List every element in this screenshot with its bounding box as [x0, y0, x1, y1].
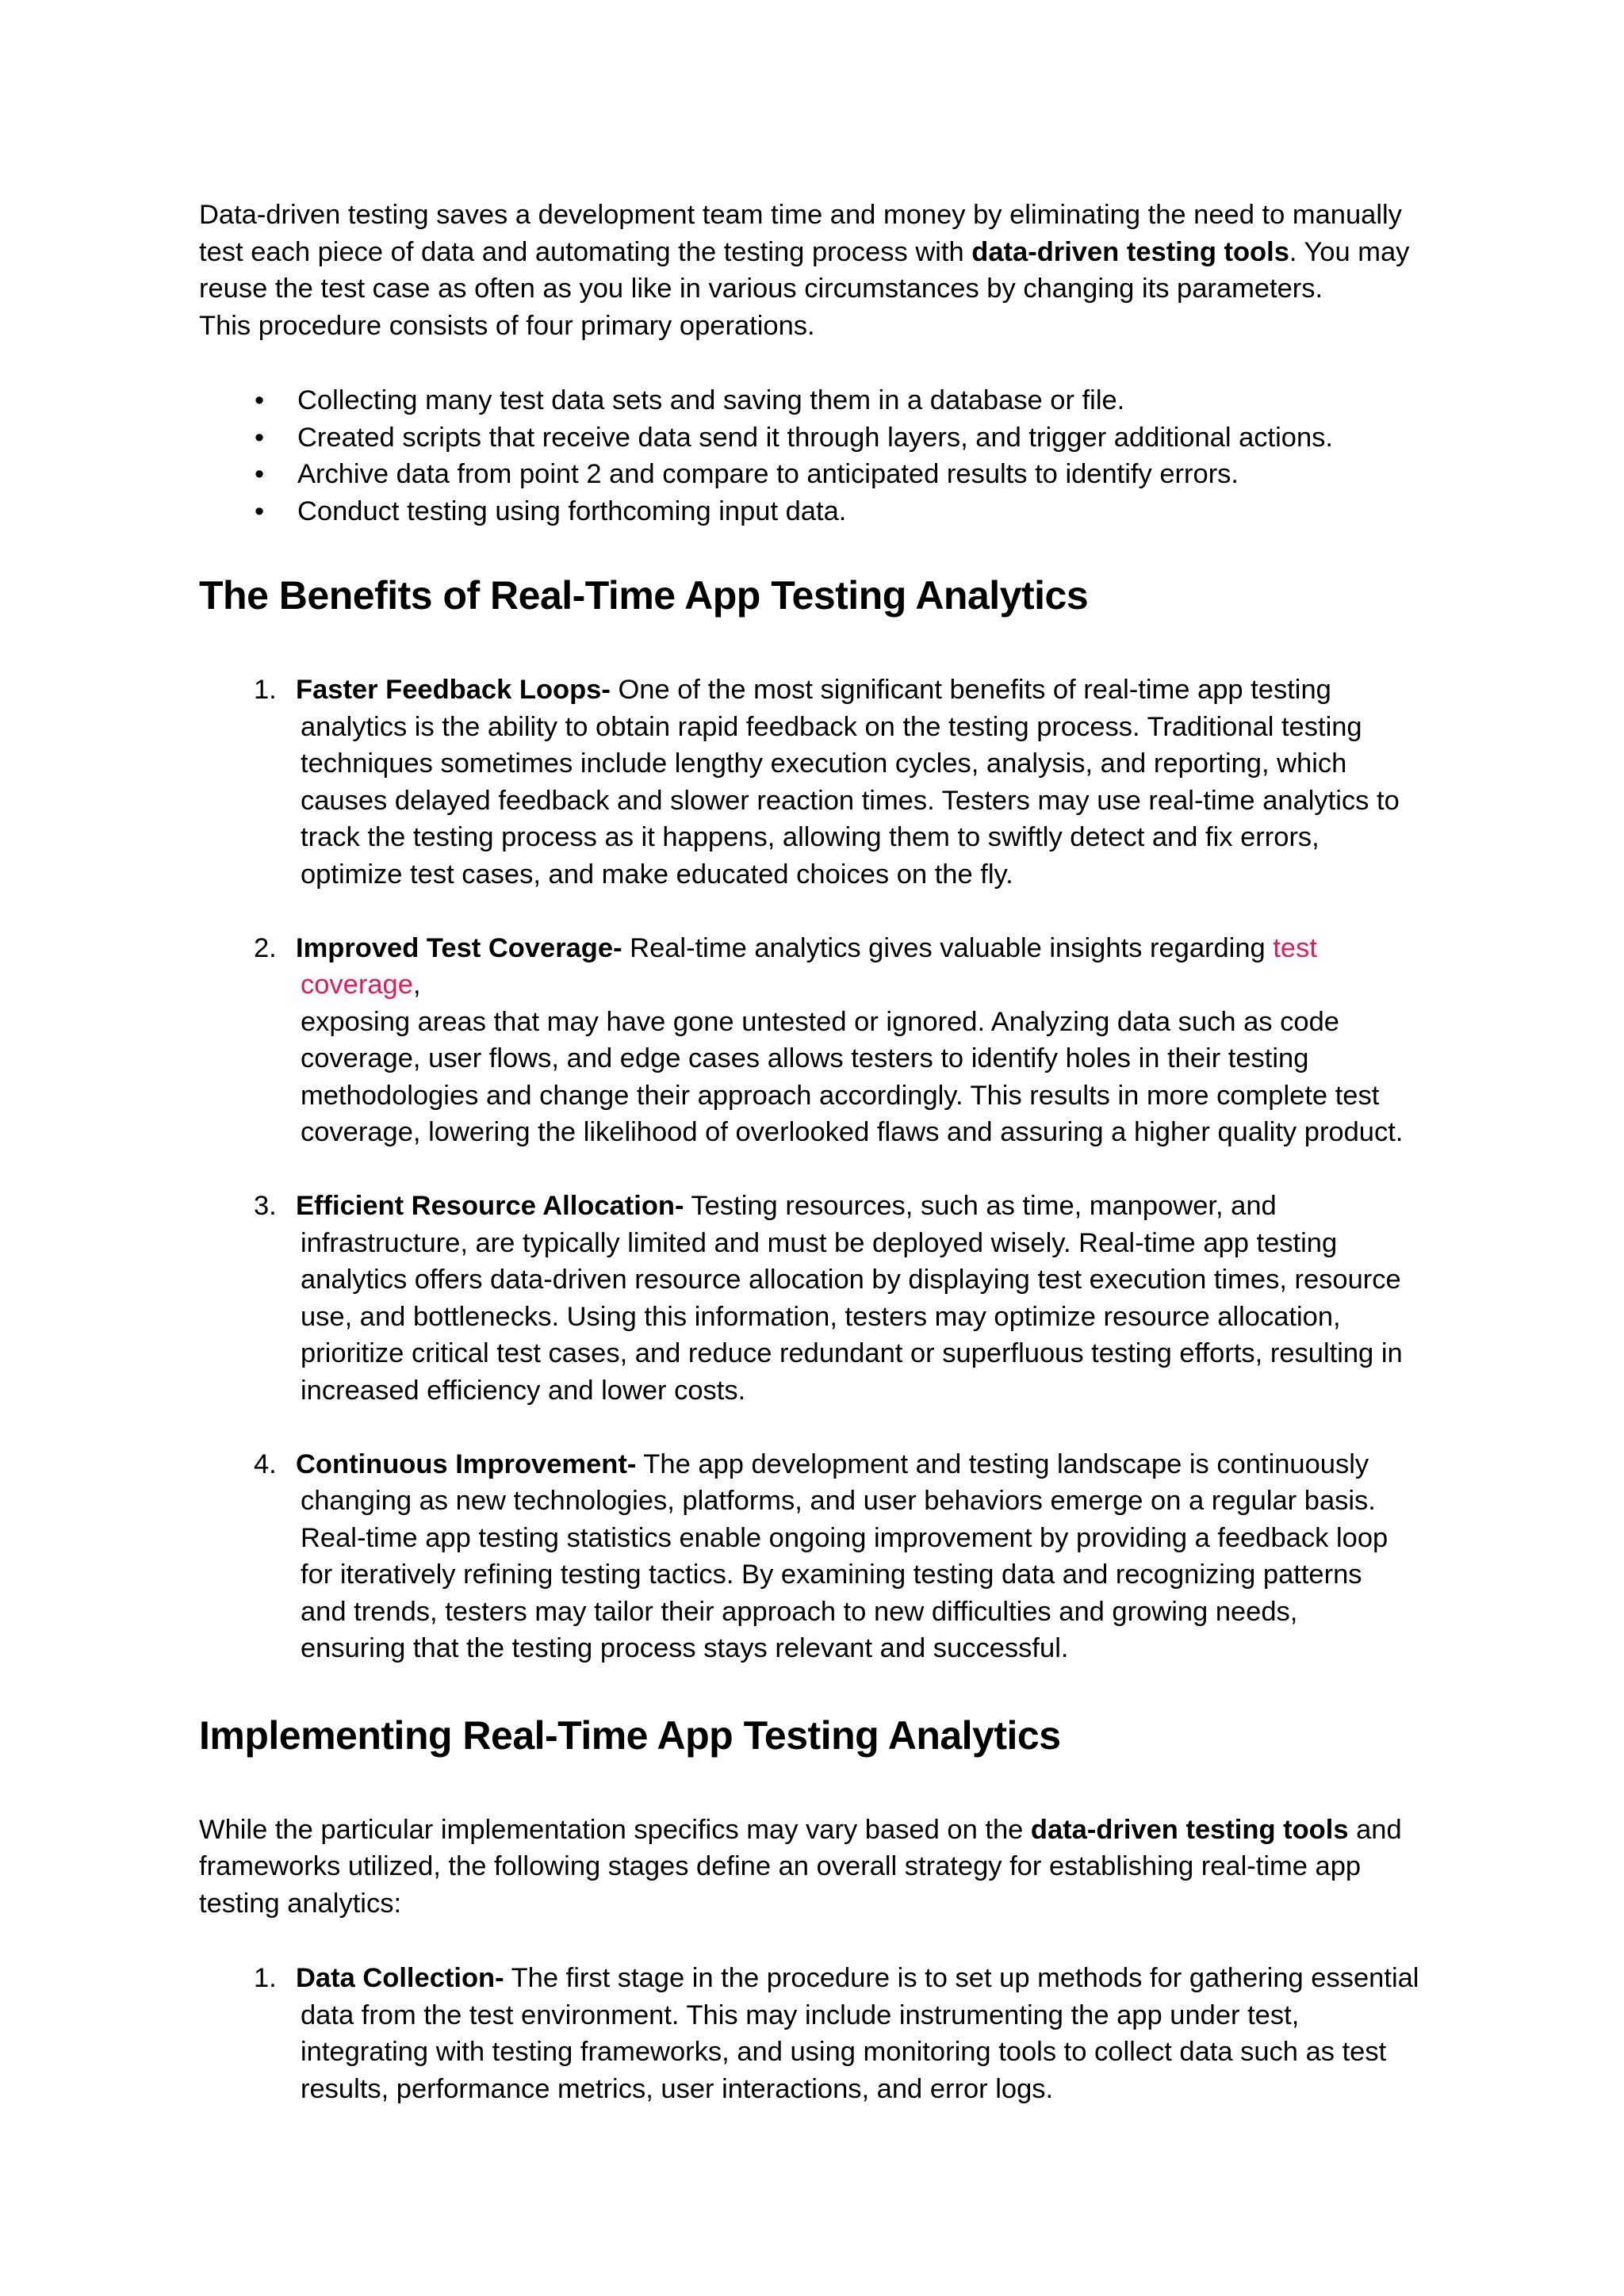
- item-text: The app development and testing landscape is continuously: [636, 1448, 1369, 1479]
- item-text: Testing resources, such as time, manpower, and: [684, 1191, 1277, 1221]
- item-text: The first stage in the procedure is to set up methods for gathering essential: [504, 1963, 1419, 1993]
- item-number: 2.: [254, 932, 277, 963]
- intro-text: . You may: [1289, 236, 1410, 267]
- item-line: Real-time app testing statistics enable ongoing improvement by providing a feedback loop: [301, 1522, 1388, 1553]
- item-line: changing as new technologies, platforms, and user behaviors emerge on a regular basis.: [301, 1486, 1376, 1516]
- item-line: analytics is the ability to obtain rapid feedback on the testing process. Traditional testing: [301, 711, 1362, 742]
- implementing-numbered-list: [199, 1960, 1436, 2107]
- item-line: ensuring that the testing process stays relevant and successful.: [301, 1633, 1069, 1663]
- bullet-item: [199, 493, 1436, 530]
- item-text: Real-time analytics gives valuable insights regarding: [622, 932, 1274, 963]
- stage-item-data-collection: [199, 1960, 1436, 2107]
- bullet-item: [199, 419, 1436, 457]
- bullet-icon: •: [255, 459, 265, 489]
- item-line: causes delayed feedback and slower reaction times. Testers may use real-time analytics to: [301, 785, 1400, 816]
- item-line: data from the test environment. This may include instrumenting the app under test,: [301, 1999, 1300, 2030]
- section-heading-benefits: The Benefits of Real-Time App Testing Analytics: [199, 573, 1089, 618]
- item-line: [296, 1188, 1436, 1225]
- item-line: for iteratively refining testing tactics. By examining testing data and recognizing patterns: [301, 1559, 1362, 1590]
- bullet-item: [199, 382, 1436, 419]
- impl-bold-term: data-driven testing tools: [1030, 1814, 1349, 1845]
- item-line: exposing areas that may have gone untested or ignored. Analyzing data such as code: [301, 1006, 1339, 1037]
- item-lead: Faster Feedback Loops-: [296, 675, 611, 705]
- item-line: and trends, testers may tailor their approach to new difficulties and growing needs,: [301, 1596, 1298, 1627]
- impl-text: While the particular implementation specifics may vary based on the: [199, 1814, 1031, 1845]
- intro-line: This procedure consists of four primary operations.: [199, 310, 815, 341]
- item-line: [296, 930, 1436, 1004]
- test-coverage-link[interactable]: test coverage: [301, 932, 1317, 1000]
- item-lead: Continuous Improvement-: [296, 1448, 637, 1479]
- bullet-icon: •: [255, 496, 265, 526]
- benefit-item-feedback-loops: [199, 672, 1436, 893]
- operations-bullet-list: [199, 382, 1436, 530]
- benefits-numbered-list: [199, 672, 1436, 1667]
- item-number: 1.: [254, 1963, 277, 1993]
- item-line: techniques sometimes include lengthy execution cycles, analysis, and reporting, which: [301, 748, 1347, 779]
- intro-line: Data-driven testing saves a development team time and money by eliminating the need to manually: [199, 200, 1402, 230]
- intro-line: [199, 234, 1436, 271]
- item-line: [296, 672, 1436, 709]
- item-line: use, and bottlenecks. Using this information, testers may optimize resource allocation,: [301, 1301, 1341, 1332]
- benefit-item-continuous-improvement: [199, 1446, 1436, 1667]
- bullet-text: Archive data from point 2 and compare to anticipated results to identify errors.: [297, 459, 1239, 489]
- item-lead: Efficient Resource Allocation-: [296, 1191, 684, 1221]
- item-line: results, performance metrics, user interactions, and error logs.: [301, 2073, 1054, 2104]
- bullet-text: Conduct testing using forthcoming input data.: [297, 496, 847, 526]
- impl-text: and: [1348, 1814, 1402, 1845]
- item-line: increased efficiency and lower costs.: [301, 1375, 746, 1406]
- item-lead: Improved Test Coverage-: [296, 932, 622, 963]
- benefit-item-resource-allocation: [199, 1188, 1436, 1409]
- item-line: infrastructure, are typically limited and must be deployed wisely. Real-time app testing: [301, 1227, 1338, 1258]
- item-line: prioritize critical test cases, and reduce redundant or superfluous testing efforts, resulting in: [301, 1338, 1403, 1368]
- bullet-icon: •: [255, 422, 265, 453]
- bullet-text: Collecting many test data sets and saving them in a database or file.: [297, 385, 1125, 415]
- document-body: [199, 197, 1436, 2107]
- item-line: coverage, lowering the likelihood of overlooked flaws and assuring a higher quality product.: [301, 1117, 1404, 1147]
- item-line: optimize test cases, and make educated choices on the fly.: [301, 859, 1013, 890]
- section-heading-implementing: Implementing Real-Time App Testing Analytics: [199, 1712, 1061, 1758]
- item-line: analytics offers data-driven resource allocation by displaying test execution times, resource: [301, 1265, 1401, 1295]
- item-number: 1.: [254, 675, 277, 705]
- item-line: coverage, user flows, and edge cases allows testers to identify holes in their testing: [301, 1043, 1309, 1073]
- intro-line: reuse the test case as often as you like in various circumstances by changing its parameters.: [199, 274, 1323, 304]
- item-line: track the testing process as it happens, allowing them to swiftly detect and fix errors,: [301, 822, 1320, 852]
- item-line: [296, 1446, 1436, 1483]
- item-line: integrating with testing frameworks, and using monitoring tools to collect data such as test: [301, 2037, 1387, 2067]
- benefit-item-test-coverage: [199, 930, 1436, 1151]
- intro-paragraph: [199, 197, 1436, 344]
- intro-bold-term: data-driven testing tools: [971, 236, 1289, 267]
- bullet-item: [199, 456, 1436, 493]
- item-text: ,: [412, 970, 421, 1000]
- item-lead: Data Collection-: [296, 1963, 504, 1993]
- implementing-paragraph: [199, 1812, 1436, 1923]
- item-line: methodologies and change their approach accordingly. This results in more complete test: [301, 1080, 1380, 1111]
- impl-line: [199, 1812, 1436, 1849]
- intro-text: test each piece of data and automating the testing process with: [199, 236, 972, 267]
- item-text: One of the most significant benefits of real-time app testing: [610, 675, 1331, 705]
- item-number: 4.: [254, 1448, 277, 1479]
- item-number: 3.: [254, 1191, 277, 1221]
- impl-line: frameworks utilized, the following stages define an overall strategy for establishing real-time app: [199, 1851, 1362, 1881]
- bullet-text: Created scripts that receive data send it through layers, and trigger additional actions.: [297, 422, 1333, 453]
- item-line: [296, 1960, 1436, 1997]
- bullet-icon: •: [255, 385, 265, 415]
- impl-line: testing analytics:: [199, 1888, 402, 1919]
